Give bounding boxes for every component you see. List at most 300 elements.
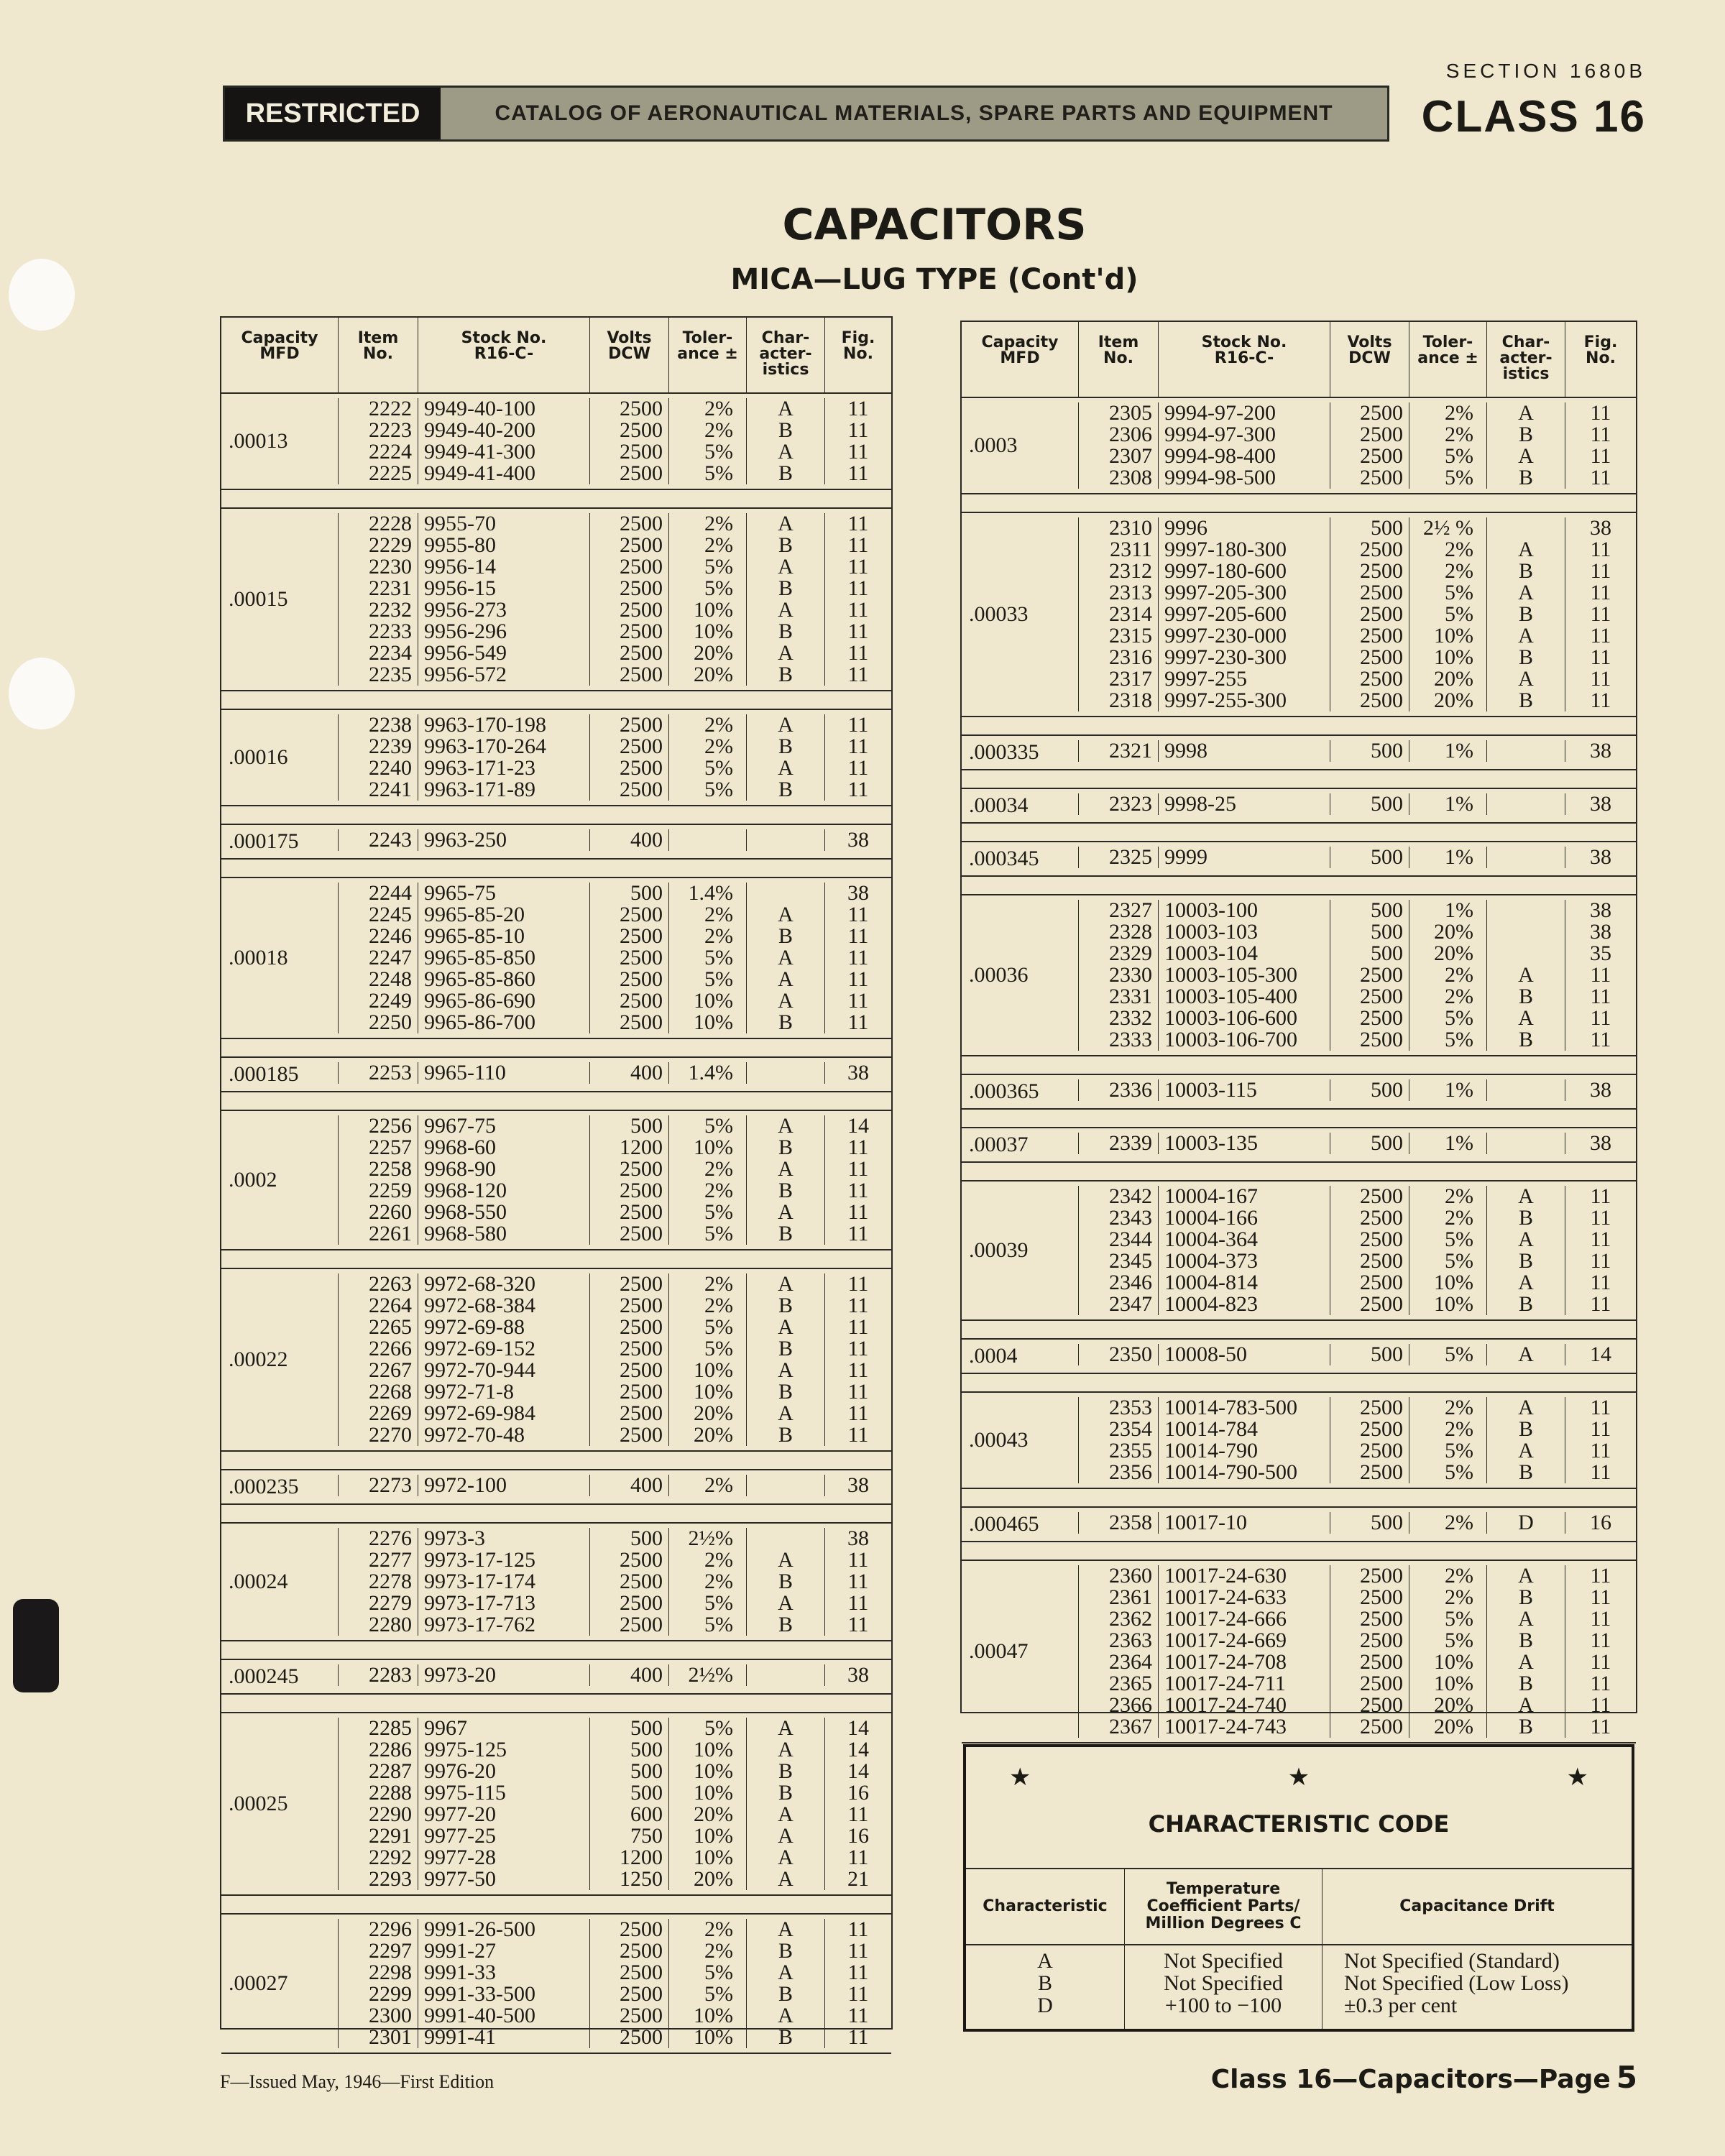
stock-no-cell: 9991-26-500: [418, 1919, 589, 1940]
fig-no-cell: 38: [824, 1475, 891, 1496]
capacity-value: .00027: [229, 1971, 288, 1995]
characteristic-cell: A: [1486, 1397, 1565, 1419]
volts-dcw-cell: 2500: [1330, 1397, 1409, 1419]
characteristic-cell: B: [1486, 1250, 1565, 1272]
volts-dcw-cell: 500: [589, 1115, 668, 1137]
item-no-cell: 2356: [1078, 1462, 1158, 1483]
stock-no-cell: 10003-106-700: [1158, 1029, 1330, 1051]
item-no-cell: 2276: [338, 1528, 418, 1549]
capacity-group: [962, 512, 1636, 717]
characteristic-cell: A: [1486, 1565, 1565, 1587]
item-no-cell: 2331: [1078, 986, 1158, 1008]
fig-no-cell: 11: [824, 441, 891, 463]
tolerance-cell: 2%: [1409, 1419, 1486, 1440]
characteristic-cell: B: [746, 1571, 824, 1593]
fig-no-cell: 11: [824, 1847, 891, 1869]
volts-dcw-cell: 1250: [589, 1869, 668, 1890]
section-number: SECTION 1680B: [1445, 60, 1646, 82]
class-number-text: CLASS 16: [1421, 92, 1646, 142]
characteristic-cell: A: [746, 1825, 824, 1847]
fig-no-cell: 11: [1565, 625, 1636, 647]
characteristic-cell: A: [746, 1158, 824, 1180]
volts-dcw-cell: 2500: [589, 578, 668, 599]
item-no-cell: 2265: [338, 1317, 418, 1338]
volts-dcw-cell: 2500: [589, 441, 668, 463]
volts-dcw-cell: 500: [589, 883, 668, 904]
capacity-value: .000235: [229, 1475, 299, 1498]
tolerance-cell: 2%: [668, 736, 746, 757]
item-no-cell: 2256: [338, 1115, 418, 1137]
fig-no-cell: 11: [824, 1984, 891, 2005]
volts-dcw-cell: 2500: [589, 1549, 668, 1571]
item-no-cell: 2367: [1078, 1716, 1158, 1738]
volts-dcw-cell: 2500: [589, 664, 668, 686]
stock-no-cell: 9955-70: [418, 513, 589, 535]
volts-dcw-cell: 2500: [1330, 1462, 1409, 1483]
characteristic-cell: A: [1486, 1695, 1565, 1716]
volts-dcw-cell: 2500: [589, 1381, 668, 1403]
stock-no-cell: 9965-85-860: [418, 969, 589, 990]
volts-dcw-cell: 400: [589, 829, 668, 851]
item-no-cell: 2344: [1078, 1229, 1158, 1250]
stock-no-cell: 9998: [1158, 740, 1330, 762]
column-header: [668, 318, 746, 392]
column-header: [221, 318, 338, 392]
volts-dcw-cell: 500: [1330, 1512, 1409, 1534]
volts-dcw-cell: 2500: [1330, 424, 1409, 446]
fig-no-cell: 11: [824, 1424, 891, 1446]
stock-no-cell: 10003-105-300: [1158, 964, 1330, 986]
characteristic-cell: [1486, 517, 1565, 539]
item-no-cell: 2296: [338, 1919, 418, 1940]
table-header: [221, 318, 891, 394]
stock-no-cell: 9997-255: [1158, 668, 1330, 690]
characteristic-cell: A: [746, 1739, 824, 1761]
characteristic-cell: [1486, 943, 1565, 964]
stock-no-cell: 9973-17-713: [418, 1593, 589, 1614]
fig-no-cell: 11: [1565, 1250, 1636, 1272]
item-no-cell: 2230: [338, 556, 418, 578]
tolerance-cell: 10%: [668, 1761, 746, 1782]
fig-no-cell: 11: [1565, 1029, 1636, 1051]
fig-no-cell: 38: [1565, 517, 1636, 539]
stock-no-cell: 10003-106-600: [1158, 1008, 1330, 1029]
item-no-cell: 2328: [1078, 921, 1158, 943]
characteristic-cell: A: [746, 556, 824, 578]
tolerance-cell: 2%: [668, 714, 746, 736]
tolerance-cell: 5%: [668, 1115, 746, 1137]
item-no-cell: 2231: [338, 578, 418, 599]
characteristic-cell: B: [1486, 1462, 1565, 1483]
capacity-group: [221, 507, 891, 691]
characteristic-cell: A: [746, 1317, 824, 1338]
tolerance-cell: 5%: [1409, 604, 1486, 625]
fig-no-cell: 11: [824, 578, 891, 599]
characteristic-cell: B: [746, 1381, 824, 1403]
item-no-cell: 2244: [338, 883, 418, 904]
characteristic-cell: A: [746, 1360, 824, 1381]
column-header-line: Stock No.: [1201, 333, 1287, 351]
stock-no-cell: 9968-90: [418, 1158, 589, 1180]
volts-dcw-cell: 1200: [589, 1137, 668, 1158]
tolerance-cell: 2%: [1409, 1186, 1486, 1207]
volts-dcw-cell: 2500: [589, 736, 668, 757]
column-header-label: [842, 331, 875, 362]
fig-no-cell: 38: [1565, 793, 1636, 815]
capacity-group: [962, 1338, 1636, 1374]
fig-no-cell: 11: [824, 556, 891, 578]
column-header-line: No.: [1103, 349, 1133, 367]
volts-dcw-cell: 2500: [1330, 1630, 1409, 1651]
characteristic-cell: B: [746, 779, 824, 801]
fig-no-cell: 11: [824, 736, 891, 757]
characteristic-cell: A: [1486, 1272, 1565, 1294]
tolerance-cell: 10%: [1409, 1294, 1486, 1315]
stock-no-cell: 9975-125: [418, 1739, 589, 1761]
column-header-line: DCW: [1348, 349, 1391, 367]
capacity-value: .00025: [229, 1792, 288, 1815]
tolerance-cell: 5%: [668, 463, 746, 484]
tolerance-cell: 5%: [668, 779, 746, 801]
tolerance-cell: 2%: [668, 1158, 746, 1180]
column-header: [1565, 322, 1636, 397]
volts-dcw-cell: 2500: [589, 513, 668, 535]
stock-no-cell: 9997-255-300: [1158, 690, 1330, 711]
volts-dcw-cell: 500: [1330, 517, 1409, 539]
fig-no-cell: 11: [824, 969, 891, 990]
capacity-value: .00039: [969, 1238, 1029, 1262]
drift-cell: Not Specified (Standard): [1344, 1949, 1560, 1973]
fig-no-cell: 38: [824, 1062, 891, 1084]
characteristic-cell: [1486, 900, 1565, 921]
tolerance-cell: 10%: [668, 1360, 746, 1381]
volts-dcw-cell: 500: [589, 1718, 668, 1739]
item-no-cell: 2277: [338, 1549, 418, 1571]
capacity-value: .00016: [229, 745, 288, 769]
volts-dcw-cell: 1200: [589, 1847, 668, 1869]
volts-dcw-cell: 2500: [589, 621, 668, 642]
stock-no-cell: 9956-15: [418, 578, 589, 599]
fig-no-cell: 11: [824, 1137, 891, 1158]
volts-dcw-cell: 2500: [1330, 647, 1409, 668]
item-no-cell: 2270: [338, 1424, 418, 1446]
item-no-cell: 2305: [1078, 402, 1158, 424]
tolerance-cell: 10%: [1409, 1673, 1486, 1695]
item-no-cell: 2332: [1078, 1008, 1158, 1029]
item-no-cell: 2258: [338, 1158, 418, 1180]
volts-dcw-cell: 400: [589, 1475, 668, 1496]
volts-dcw-cell: 2500: [1330, 1250, 1409, 1272]
characteristic-cell: [746, 1062, 824, 1084]
tolerance-cell: 2%: [1409, 1207, 1486, 1229]
fig-no-cell: 11: [1565, 467, 1636, 489]
capacity-value: .00036: [969, 963, 1029, 987]
characteristic-cell: B: [746, 1614, 824, 1636]
stock-no-cell: 10004-364: [1158, 1229, 1330, 1250]
characteristic-cell: B: [746, 2027, 824, 2048]
stock-no-cell: 10014-784: [1158, 1419, 1330, 1440]
characteristic-cell: B: [1486, 561, 1565, 582]
characteristic-cell: B: [746, 926, 824, 947]
capacity-group: [221, 1110, 891, 1250]
characteristic-cell: B: [1486, 424, 1565, 446]
tolerance-cell: 1.4%: [668, 1062, 746, 1084]
fig-no-cell: 16: [824, 1782, 891, 1804]
volts-dcw-cell: 2500: [1330, 446, 1409, 467]
capacity-value: .00034: [969, 793, 1029, 817]
volts-dcw-cell: 2500: [589, 1593, 668, 1614]
characteristic-cell: B: [1486, 1294, 1565, 1315]
volts-dcw-cell: 2500: [589, 990, 668, 1012]
capacity-group: [962, 1180, 1636, 1321]
fig-no-cell: 11: [824, 926, 891, 947]
column-header: [746, 318, 824, 392]
stock-no-cell: 10003-105-400: [1158, 986, 1330, 1008]
item-no-cell: 2293: [338, 1869, 418, 1890]
fig-no-cell: 11: [824, 513, 891, 535]
column-header-line: Char-: [761, 329, 810, 347]
stock-no-cell: 9955-80: [418, 535, 589, 556]
tolerance-cell: 5%: [668, 441, 746, 463]
volts-dcw-cell: 2500: [1330, 604, 1409, 625]
characteristic-cell: [1486, 847, 1565, 868]
stock-no-cell: 10004-823: [1158, 1294, 1330, 1315]
stock-no-cell: 9972-70-944: [418, 1360, 589, 1381]
fig-no-cell: 11: [1565, 964, 1636, 986]
column-header-line: No.: [363, 345, 393, 363]
volts-dcw-cell: 2500: [1330, 1608, 1409, 1630]
item-no-cell: 2317: [1078, 668, 1158, 690]
tolerance-cell: 5%: [668, 1614, 746, 1636]
item-no-cell: 2354: [1078, 1419, 1158, 1440]
tolerance-cell: 20%: [668, 1804, 746, 1825]
item-no-cell: 2246: [338, 926, 418, 947]
tolerance-cell: 2½%: [668, 1664, 746, 1686]
volts-dcw-cell: 2500: [589, 1273, 668, 1295]
fig-no-cell: 11: [824, 1614, 891, 1636]
characteristic-cell: B: [746, 1137, 824, 1158]
characteristic-cell: A: [746, 1962, 824, 1984]
capacity-value: .000465: [969, 1512, 1039, 1536]
characteristic-cell: B: [1486, 604, 1565, 625]
characteristic-cell: B: [746, 664, 824, 686]
stock-no-cell: 10017-24-743: [1158, 1716, 1330, 1738]
characteristic-cell: B: [746, 535, 824, 556]
volts-dcw-cell: 2500: [589, 947, 668, 969]
characteristic-cell: A: [746, 1869, 824, 1890]
characteristic-cell: [746, 829, 824, 851]
stock-no-cell: 9963-170-264: [418, 736, 589, 757]
fig-no-cell: 11: [1565, 1229, 1636, 1250]
fig-no-cell: 11: [824, 1180, 891, 1202]
fig-no-cell: 38: [824, 829, 891, 851]
characteristic-cell: B: [1486, 1673, 1565, 1695]
item-no-cell: 2260: [338, 1202, 418, 1223]
volts-dcw-cell: 2500: [589, 1940, 668, 1962]
stock-no-cell: 9967-75: [418, 1115, 589, 1137]
characteristic-cell: B: [746, 621, 824, 642]
volts-dcw-cell: 2500: [1330, 690, 1409, 711]
volts-dcw-cell: 2500: [589, 599, 668, 621]
characteristic-cell: [1486, 921, 1565, 943]
characteristic-cell: B: [1486, 1207, 1565, 1229]
characteristic-cell: A: [746, 1919, 824, 1940]
volts-dcw-cell: 2500: [589, 969, 668, 990]
volts-dcw-cell: 2500: [589, 1919, 668, 1940]
item-no-cell: 2240: [338, 757, 418, 779]
item-no-cell: 2232: [338, 599, 418, 621]
volts-dcw-cell: 2500: [1330, 668, 1409, 690]
fig-no-cell: 14: [1565, 1344, 1636, 1365]
stock-no-cell: 10017-24-630: [1158, 1565, 1330, 1587]
fig-no-cell: 11: [1565, 1397, 1636, 1419]
fig-no-cell: 11: [824, 463, 891, 484]
stock-no-cell: 9991-40-500: [418, 2005, 589, 2027]
characteristic-cell: B: [1486, 467, 1565, 489]
column-header-line: Volts: [607, 329, 652, 347]
capacity-group: [962, 734, 1636, 770]
capacity-group: [221, 1268, 891, 1452]
tolerance-cell: 20%: [668, 1403, 746, 1424]
capacity-group: [221, 394, 891, 490]
tolerance-cell: 20%: [1409, 668, 1486, 690]
tolerance-cell: 2%: [1409, 1587, 1486, 1608]
star-icon: ★: [1009, 1764, 1031, 1791]
tolerance-cell: 20%: [668, 1869, 746, 1890]
capacitor-table-left: [220, 316, 893, 2049]
fig-no-cell: 11: [824, 1158, 891, 1180]
fig-no-cell: 11: [1565, 604, 1636, 625]
column-header-line: MFD: [259, 345, 300, 363]
page-title: CAPACITORS: [782, 200, 1087, 250]
characteristic-cell: B: [746, 1984, 824, 2005]
tolerance-cell: 5%: [1409, 1229, 1486, 1250]
volts-dcw-cell: 2500: [1330, 1440, 1409, 1462]
fig-no-cell: 38: [1565, 1079, 1636, 1101]
column-header-line: acter-: [759, 345, 812, 363]
tolerance-cell: 2%: [668, 1475, 746, 1496]
item-no-cell: 2223: [338, 420, 418, 441]
column-header: [1078, 322, 1158, 397]
header-capacitance-drift: Capacitance Drift: [1322, 1869, 1632, 1945]
item-no-cell: 2339: [1078, 1133, 1158, 1154]
characteristic-cell: B: [1486, 690, 1565, 711]
fig-no-cell: 11: [824, 1295, 891, 1317]
capacity-group: [221, 824, 891, 860]
volts-dcw-cell: 2500: [589, 1180, 668, 1202]
item-no-cell: 2313: [1078, 582, 1158, 604]
column-header-line: No.: [843, 345, 873, 363]
stock-no-cell: 9968-120: [418, 1180, 589, 1202]
volts-dcw-cell: 500: [589, 1782, 668, 1804]
fig-no-cell: 11: [1565, 1630, 1636, 1651]
characteristic-cell: [746, 1528, 824, 1549]
stock-no-cell: 9972-69-984: [418, 1403, 589, 1424]
tolerance-cell: 2%: [668, 398, 746, 420]
volts-dcw-cell: 500: [589, 1739, 668, 1761]
volts-dcw-cell: 2500: [589, 535, 668, 556]
volts-dcw-cell: 2500: [589, 398, 668, 420]
stock-no-cell: 9956-273: [418, 599, 589, 621]
tolerance-cell: 10%: [1409, 1651, 1486, 1673]
capacity-value: .000365: [969, 1079, 1039, 1103]
characteristic-cell: A: [746, 2005, 824, 2027]
header-characteristic: Characteristic: [966, 1869, 1124, 1945]
tolerance-cell: 5%: [1409, 446, 1486, 467]
item-no-cell: 2273: [338, 1475, 418, 1496]
tolerance-cell: 2%: [1409, 1397, 1486, 1419]
item-no-cell: 2224: [338, 441, 418, 463]
volts-dcw-cell: 2500: [589, 1360, 668, 1381]
characteristic-cell: B: [1486, 1029, 1565, 1051]
volts-dcw-cell: 2500: [589, 926, 668, 947]
tolerance-cell: [668, 829, 746, 851]
capacity-group: [221, 1913, 891, 2054]
tolerance-cell: 5%: [1409, 1250, 1486, 1272]
tolerance-cell: 10%: [668, 599, 746, 621]
column-header-label: [1584, 335, 1618, 367]
item-no-cell: 2249: [338, 990, 418, 1012]
column-header: [1330, 322, 1409, 397]
item-no-cell: 2310: [1078, 517, 1158, 539]
column-header-label: [461, 331, 547, 362]
capacity-group: [221, 1712, 891, 1896]
star-icon: ★: [1566, 1764, 1588, 1791]
stock-no-cell: 9965-75: [418, 883, 589, 904]
item-no-cell: 2350: [1078, 1344, 1158, 1365]
characteristic-cell: A: [746, 1593, 824, 1614]
edition-note: F—Issued May, 1946—First Edition: [220, 2071, 494, 2092]
column-header-line: R16-C-: [1214, 349, 1274, 367]
stock-no-cell: 9991-27: [418, 1940, 589, 1962]
characteristic-cell: A: [1486, 625, 1565, 647]
capacity-group: [962, 1391, 1636, 1489]
item-no-cell: 2245: [338, 904, 418, 926]
temperature-coefficient-column: [1124, 1945, 1322, 2029]
stock-no-cell: 9973-3: [418, 1528, 589, 1549]
capacitance-drift-column: [1322, 1945, 1632, 2029]
capacity-group: [962, 1127, 1636, 1163]
restricted-label: [225, 88, 441, 139]
capacity-group: [962, 841, 1636, 877]
item-no-cell: 2298: [338, 1962, 418, 1984]
column-header-line: acter-: [1499, 349, 1552, 367]
tolerance-cell: 20%: [1409, 921, 1486, 943]
characteristic-cell: A: [746, 642, 824, 664]
capacity-value: .000335: [969, 740, 1039, 764]
characteristic-cell: A: [746, 990, 824, 1012]
tolerance-cell: 2%: [668, 904, 746, 926]
column-header: [824, 318, 891, 392]
column-header-line: R16-C-: [474, 345, 534, 363]
characteristic-cell: B: [746, 420, 824, 441]
fig-no-cell: 11: [824, 1012, 891, 1033]
fig-no-cell: 11: [1565, 446, 1636, 467]
item-no-cell: 2308: [1078, 467, 1158, 489]
item-no-cell: 2287: [338, 1761, 418, 1782]
tolerance-cell: 5%: [1409, 1029, 1486, 1051]
fig-no-cell: 11: [824, 757, 891, 779]
fig-no-cell: 11: [824, 1940, 891, 1962]
fig-no-cell: 11: [1565, 1565, 1636, 1587]
fig-no-cell: 11: [824, 1202, 891, 1223]
tolerance-cell: 5%: [668, 1984, 746, 2005]
characteristic-cell: B: [746, 1180, 824, 1202]
column-header: [962, 322, 1078, 397]
stock-no-cell: 10017-24-711: [1158, 1673, 1330, 1695]
stock-no-cell: 9976-20: [418, 1761, 589, 1782]
stock-no-cell: 10004-814: [1158, 1272, 1330, 1294]
